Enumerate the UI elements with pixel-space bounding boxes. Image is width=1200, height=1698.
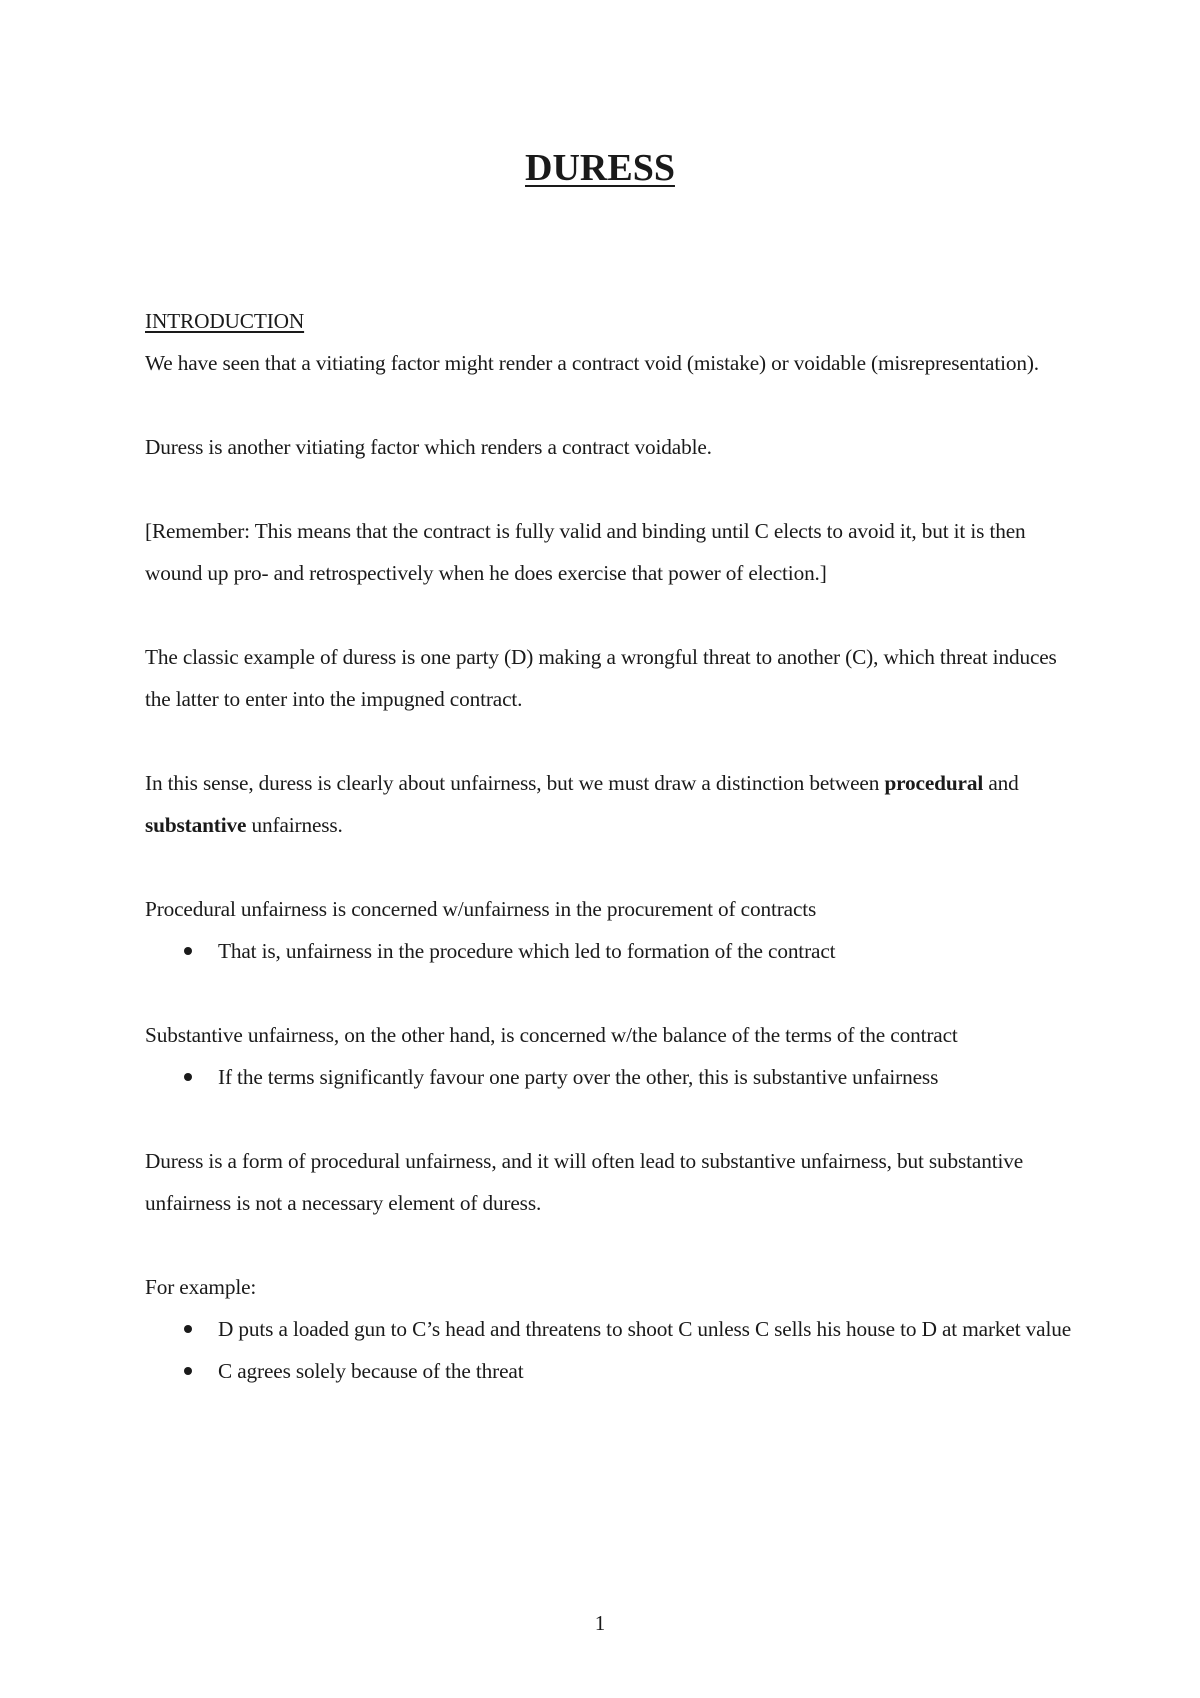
procedural-bullet-list [145, 930, 1075, 972]
paragraph-for-example: For example: [145, 1275, 257, 1299]
distinction-lead-text: In this sense, duress is clearly about unfairness, but we must draw a distinction between [145, 771, 880, 795]
distinction-tail-text: unfairness. [251, 813, 343, 837]
document-body [145, 300, 1075, 1392]
bullet-icon [184, 1073, 192, 1081]
paragraph-duress-procedural: Duress is a form of procedural unfairness, and it will often lead to substantive unfairness, but substantive unfairness is not a necessary element of duress. [145, 1149, 1024, 1215]
paragraph-gap [145, 468, 1075, 510]
paragraph-classic-example: The classic example of duress is one party (D) making a wrongful threat to another (C), which threat induces the latter to enter into the impugned contract. [145, 645, 1057, 711]
list-item [145, 1056, 1075, 1098]
bullet-icon [184, 1325, 192, 1333]
document-title: DURESS [525, 147, 675, 189]
substantive-bullet-list [145, 1056, 1075, 1098]
paragraph-gap [145, 846, 1075, 888]
list-item-text: C agrees solely because of the threat [218, 1359, 524, 1383]
list-item [145, 1350, 1075, 1392]
distinction-and-text: and [988, 771, 1019, 795]
paragraph-duress-voidable: Duress is another vitiating factor which renders a contract voidable. [145, 435, 712, 459]
bullet-icon [184, 947, 192, 955]
paragraph-vitiating-factor: We have seen that a vitiating factor might render a contract void (mistake) or voidable (misrepresentation). [145, 351, 1039, 375]
paragraph-gap [145, 1098, 1075, 1140]
page-number: 1 [594, 1611, 606, 1635]
term-substantive: substantive [145, 813, 247, 837]
list-item-text: D puts a loaded gun to C’s head and threatens to shoot C unless C sells his house to D at market value [218, 1317, 1072, 1341]
list-item-text: That is, unfairness in the procedure which led to formation of the contract [218, 939, 836, 963]
paragraph-gap [145, 720, 1075, 762]
list-item-text: If the terms significantly favour one party over the other, this is substantive unfairness [218, 1065, 939, 1089]
paragraph-procedural-unfairness: Procedural unfairness is concerned w/unfairness in the procurement of contracts [145, 897, 817, 921]
paragraph-gap [145, 594, 1075, 636]
example-bullet-list [145, 1308, 1075, 1392]
list-item [145, 930, 1075, 972]
section-heading-introduction: INTRODUCTION [145, 309, 305, 333]
paragraph-gap [145, 384, 1075, 426]
list-item [145, 1308, 1075, 1350]
paragraph-remember-note: [Remember: This means that the contract is fully valid and binding until C elects to avoid it, but it is then wound up pro- and retrospectively when he does exercise that power of election.] [145, 519, 1026, 585]
paragraph-unfairness-distinction [145, 762, 1075, 846]
term-procedural: procedural [884, 771, 984, 795]
bullet-icon [184, 1367, 192, 1375]
paragraph-substantive-unfairness: Substantive unfairness, on the other hand, is concerned w/the balance of the terms of the contract [145, 1023, 958, 1047]
paragraph-gap [145, 1224, 1075, 1266]
paragraph-gap [145, 972, 1075, 1014]
